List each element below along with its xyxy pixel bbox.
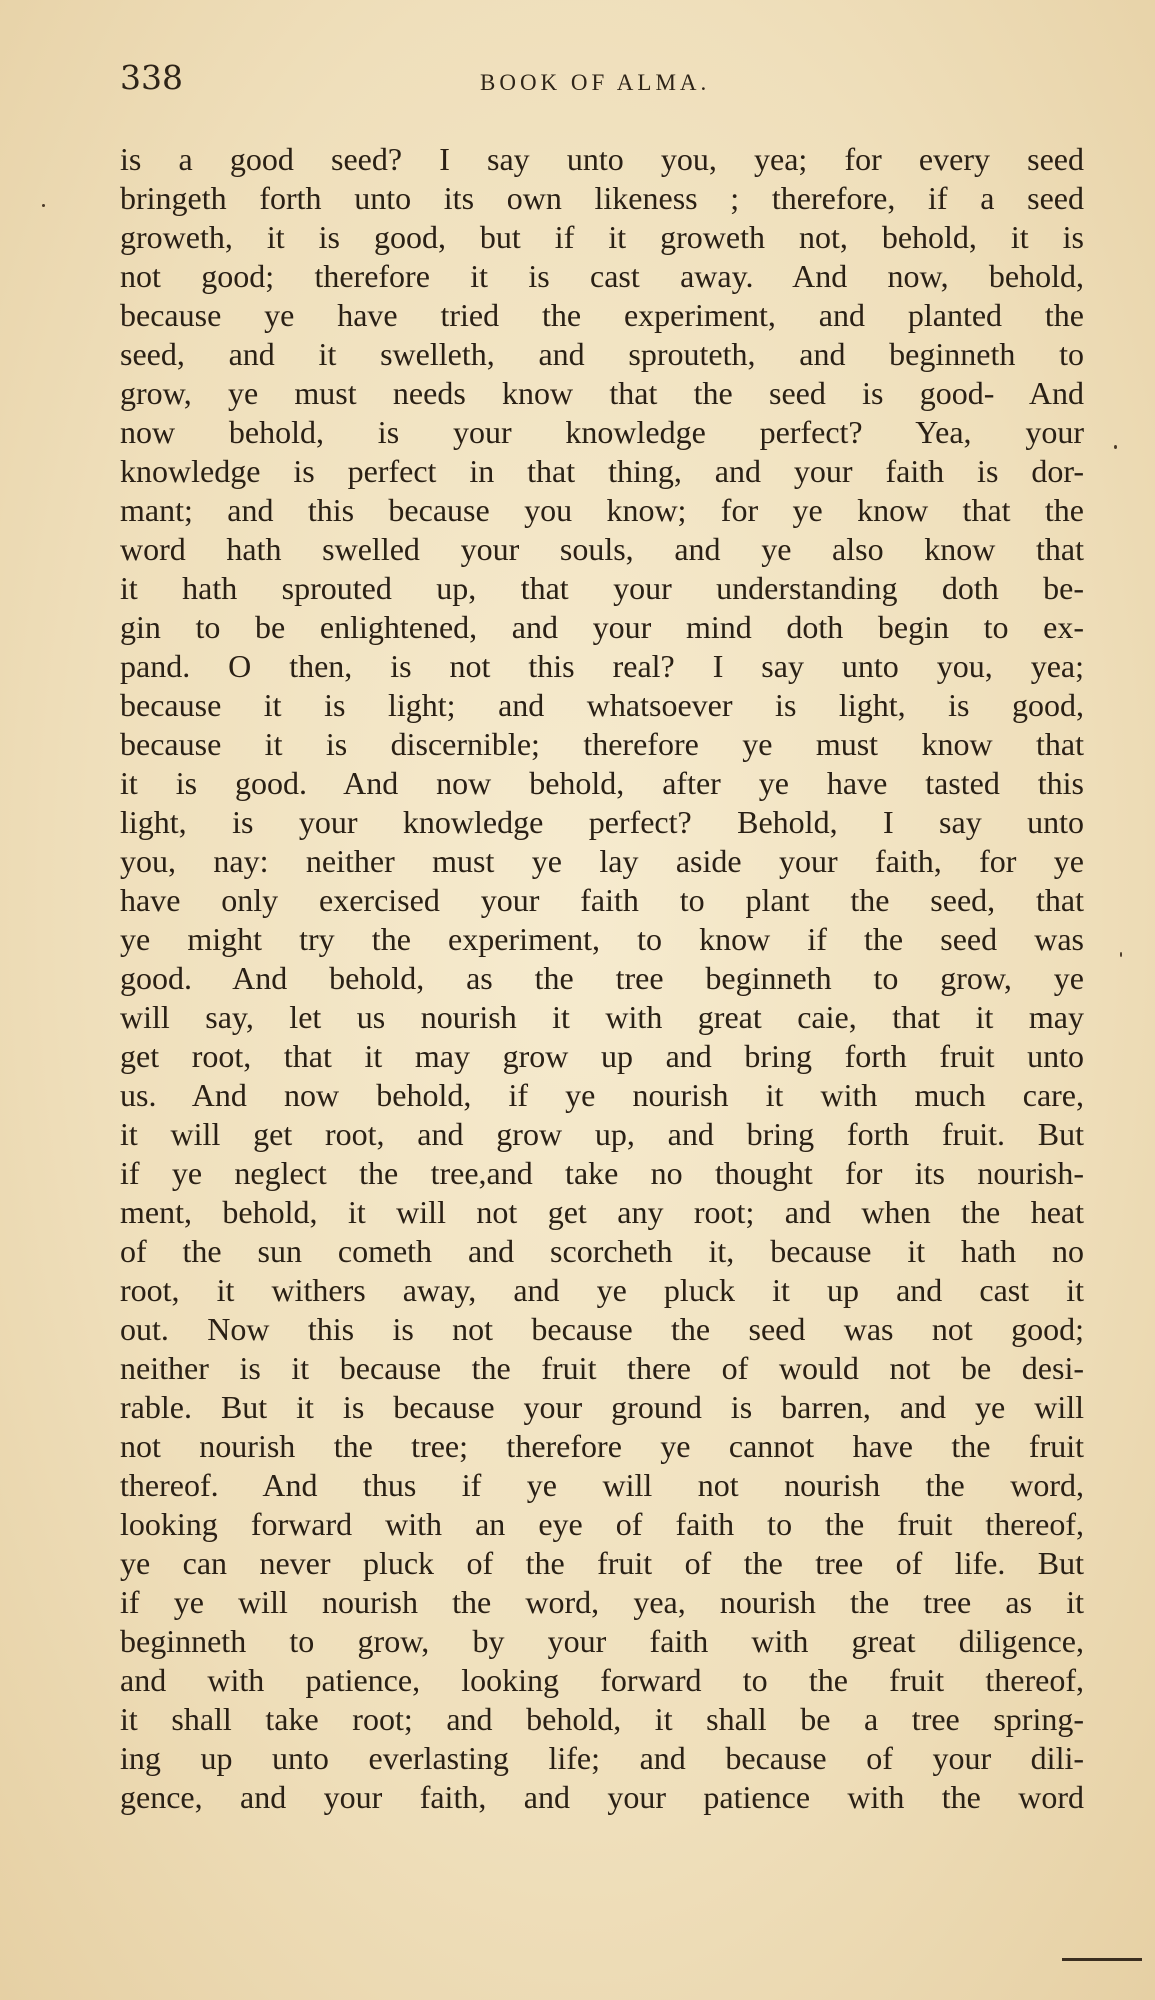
- text-line: and with patience, looking forward to the fruit thereof,: [120, 1662, 1084, 1698]
- text-line: it is good. And now behold, after ye have tasted this: [120, 765, 1084, 801]
- text-line: ing up unto everlasting life; and because of your dili-: [120, 1740, 1084, 1776]
- paper-speck: [1120, 952, 1122, 957]
- text-line: us. And now behold, if ye nourish it with much care,: [120, 1077, 1084, 1113]
- paper-speck: [1114, 445, 1117, 449]
- text-line: light, is your knowledge perfect? Behold, I say unto: [120, 804, 1084, 840]
- text-line: good. And behold, as the tree beginneth to grow, ye: [120, 960, 1084, 996]
- text-line: because it is light; and whatsoever is light, is good,: [120, 687, 1084, 723]
- text-line: thereof. And thus if ye will not nourish the word,: [120, 1467, 1084, 1503]
- text-line: looking forward with an eye of faith to the fruit thereof,: [120, 1506, 1084, 1542]
- running-head: BOOK OF ALMA.: [480, 70, 711, 95]
- text-line: grow, ye must needs know that the seed is good- And: [120, 375, 1084, 411]
- text-line: because it is discernible; therefore ye must know that: [120, 726, 1084, 762]
- paper-speck: [42, 204, 45, 207]
- text-line: beginneth to grow, by your faith with great diligence,: [120, 1623, 1084, 1659]
- text-line: neither is it because the fruit there of would not be desi-: [120, 1350, 1084, 1386]
- text-line: because ye have tried the experiment, and planted the: [120, 297, 1084, 333]
- text-line: knowledge is perfect in that thing, and your faith is dor-: [120, 453, 1084, 489]
- text-line: it hath sprouted up, that your understanding doth be-: [120, 570, 1084, 606]
- body-text: [120, 140, 1084, 1817]
- text-line: if ye will nourish the word, yea, nourish the tree as it: [120, 1584, 1084, 1620]
- text-line: rable. But it is because your ground is barren, and ye will: [120, 1389, 1084, 1425]
- text-line: not nourish the tree; therefore ye cannot have the fruit: [120, 1428, 1084, 1464]
- text-line: ment, behold, it will not get any root; and when the heat: [120, 1194, 1084, 1230]
- text-line: it shall take root; and behold, it shall be a tree spring-: [120, 1701, 1084, 1737]
- text-line: mant; and this because you know; for ye know that the: [120, 492, 1084, 528]
- text-line: root, it withers away, and ye pluck it up and cast it: [120, 1272, 1084, 1308]
- text-line: bringeth forth unto its own likeness ; therefore, if a seed: [120, 180, 1084, 216]
- text-line: will say, let us nourish it with great caie, that it may: [120, 999, 1084, 1035]
- text-line: have only exercised your faith to plant the seed, that: [120, 882, 1084, 918]
- text-line: of the sun cometh and scorcheth it, because it hath no: [120, 1233, 1084, 1269]
- text-line: it will get root, and grow up, and bring forth fruit. But: [120, 1116, 1084, 1152]
- text-line: seed, and it swelleth, and sprouteth, and beginneth to: [120, 336, 1084, 372]
- text-line: word hath swelled your souls, and ye also know that: [120, 531, 1084, 567]
- text-line: if ye neglect the tree,and take no thought for its nourish-: [120, 1155, 1084, 1191]
- text-line: get root, that it may grow up and bring forth fruit unto: [120, 1038, 1084, 1074]
- text-line: pand. O then, is not this real? I say unto you, yea;: [120, 648, 1084, 684]
- text-line: not good; therefore it is cast away. And now, behold,: [120, 258, 1084, 294]
- text-line: gence, and your faith, and your patience with the word: [120, 1779, 1084, 1815]
- text-line: is a good seed? I say unto you, yea; for every seed: [120, 141, 1084, 177]
- text-line: groweth, it is good, but if it groweth not, behold, it is: [120, 219, 1084, 255]
- text-line: gin to be enlightened, and your mind doth begin to ex-: [120, 609, 1084, 645]
- text-line: out. Now this is not because the seed was not good;: [120, 1311, 1084, 1347]
- text-line: you, nay: neither must ye lay aside your faith, for ye: [120, 843, 1084, 879]
- page-edge-rule: [1062, 1958, 1142, 1961]
- page-number: 338: [120, 58, 183, 97]
- text-line: ye might try the experiment, to know if the seed was: [120, 921, 1084, 957]
- text-line: now behold, is your knowledge perfect? Yea, your: [120, 414, 1084, 450]
- text-line: ye can never pluck of the fruit of the tree of life. But: [120, 1545, 1084, 1581]
